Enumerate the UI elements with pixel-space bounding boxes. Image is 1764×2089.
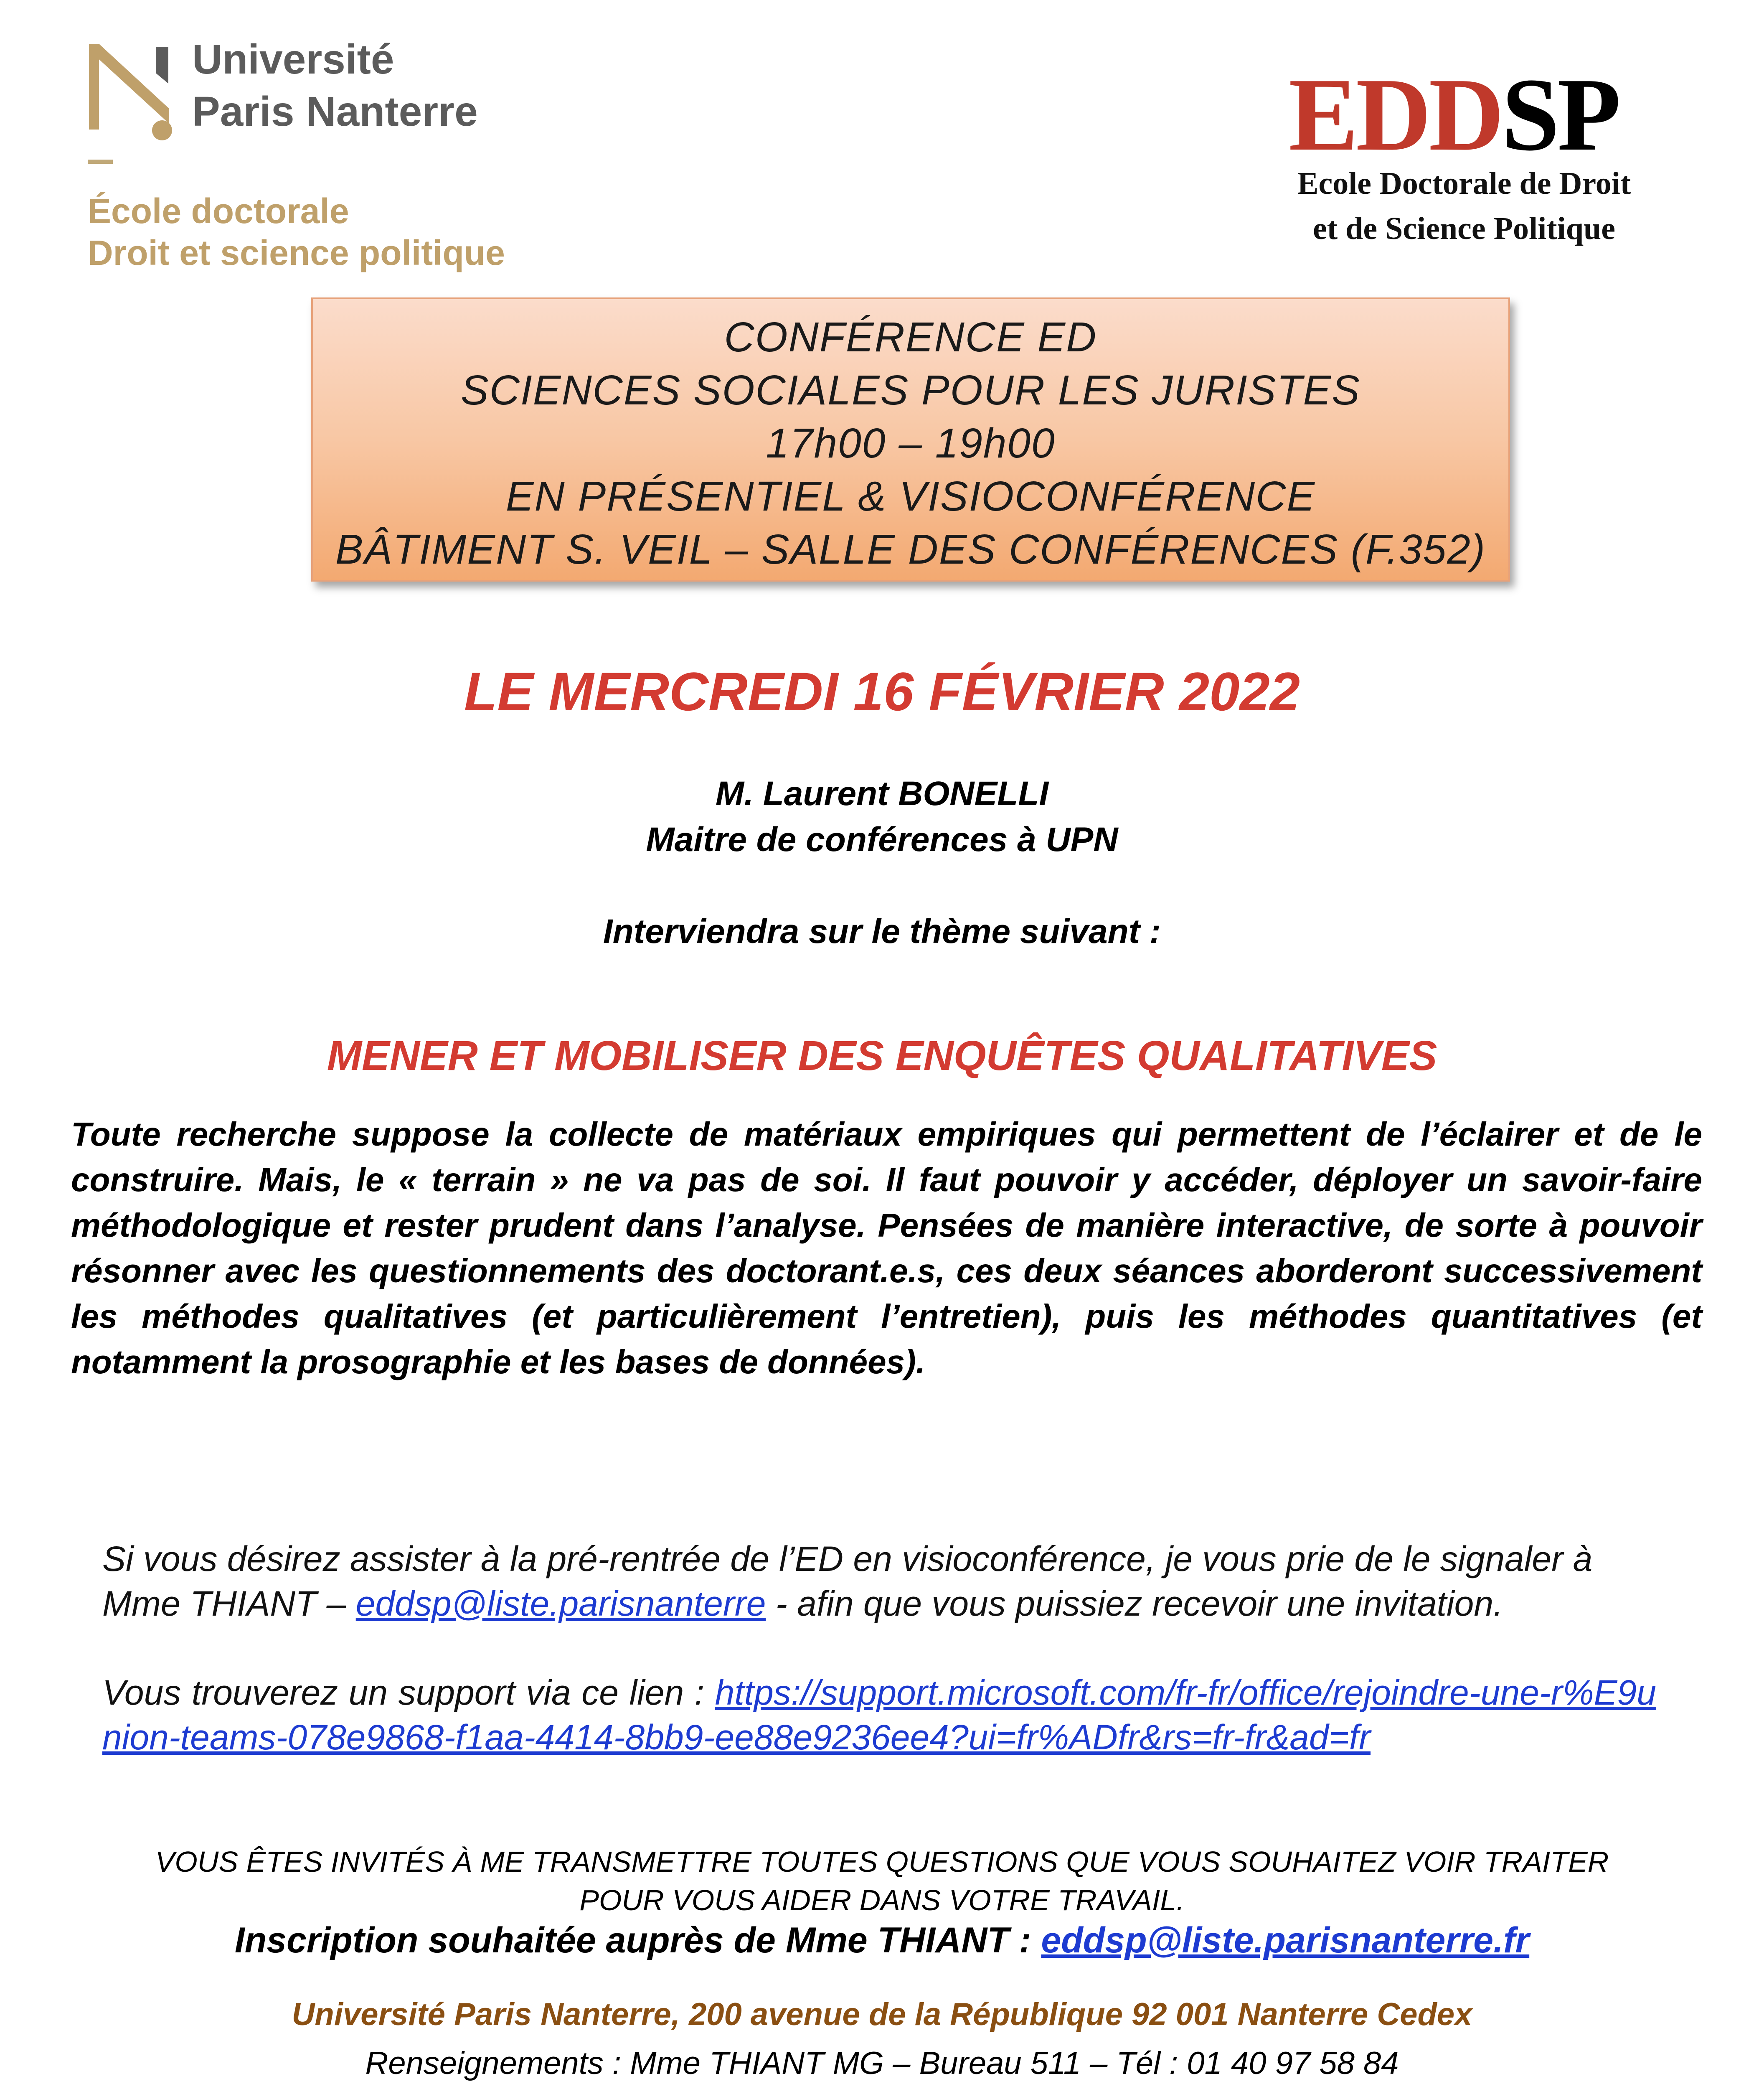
info-line-format: EN PRÉSENTIEL & VISIOCONFÉRENCE — [505, 473, 1316, 520]
upn-school-name — [88, 190, 505, 274]
info-line-series: SCIENCES SOCIALES POUR LES JURISTES — [461, 367, 1360, 414]
eddsp-letter: E — [1289, 57, 1356, 173]
eddsp-subtitle-line2: et de Science Politique — [1313, 211, 1615, 246]
eddsp-letter: S — [1501, 57, 1557, 173]
visio-note-text: Si vous désirez assister à la pré-rentrée de l’ED en visioconférence, je vous prie de le signaler à Mme THIANT – — [102, 1539, 1593, 1623]
visio-note — [102, 1537, 1656, 1626]
info-line-time: 17h00 – 19h00 — [766, 420, 1056, 467]
info-line-title: CONFÉRENCE ED — [724, 314, 1097, 361]
upn-divider — [88, 160, 113, 164]
eddsp-letter: D — [1429, 57, 1502, 173]
eddsp-letter: D — [1355, 57, 1429, 173]
speaker-intro: Interviendra sur le thème suivant : — [603, 912, 1161, 950]
registration-line — [0, 1920, 1764, 1961]
support-note-text: Vous trouverez un support via ce lien : — [102, 1673, 715, 1712]
eddsp-subtitle — [1270, 161, 1658, 251]
visio-note-text-end: - afin que vous puissiez recevoir une invitation. — [766, 1584, 1503, 1623]
upn-name-line2: Paris Nanterre — [192, 88, 478, 135]
theme-title: MENER ET MOBILISER DES ENQUÊTES QUALITATIVES — [327, 1032, 1437, 1079]
questions-invite — [0, 1842, 1764, 1919]
eddsp-subtitle-line1: Ecole Doctorale de Droit — [1297, 166, 1631, 201]
support-link[interactable]: https://support.microsoft.com/fr-fr/office/rejoindre-une-r%E9union-teams-078e9868-f1aa-4414-8bb9-ee88e9236ee4?ui=fr%ADfr&rs=fr-fr&ad=fr — [102, 1673, 1656, 1757]
eddsp-letter: P — [1557, 57, 1619, 173]
speaker-role: Maitre de conférences à UPN — [646, 821, 1118, 859]
contact-info: Renseignements : Mme THIANT MG – Bureau 511 – Tél : 01 40 97 58 84 — [365, 2046, 1399, 2081]
upn-logo-mark-icon — [86, 42, 182, 142]
eddsp-wordmark — [1289, 57, 1619, 173]
questions-invite-line2: POUR VOUS AIDER DANS VOTRE TRAVAIL. — [579, 1884, 1185, 1916]
conference-info-box — [311, 297, 1510, 582]
upn-school-line2: Droit et science politique — [88, 233, 505, 272]
support-note — [102, 1670, 1656, 1760]
questions-invite-line1: VOUS ÊTES INVITÉS À ME TRANSMETTRE TOUTES QUESTIONS QUE VOUS SOUHAITEZ VOIR TRAITER — [155, 1845, 1609, 1878]
speaker-name: M. Laurent BONELLI — [715, 775, 1049, 813]
upn-name — [192, 33, 478, 138]
registration-text: Inscription souhaitée auprès de Mme THIANT : — [234, 1920, 1041, 1960]
event-date: LE MERCREDI 16 FÉVRIER 2022 — [464, 661, 1300, 722]
upn-name-line1: Université — [192, 36, 394, 83]
abstract-paragraph: Toute recherche suppose la collecte de matériaux empiriques qui permettent de l’éclairer et de le construire. Mais, le « terrain » ne va pas de soi. Il faut pouvoir y accéder, déployer un savoir-faire méthodologique et rester prudent dans l’analyse. Pensées de manière interactive, de sorte à pouvoir résonner avec les questionnements des doctorant.e.s, ces deux séances aborderont successivement les méthodes qualitatives (et particulièrement l’entretien), puis les méthodes quantitatives (et notamment la prosographie et les bases de données). — [71, 1116, 1702, 1380]
university-address: Université Paris Nanterre, 200 avenue de la République 92 001 Nanterre Cedex — [292, 1997, 1472, 2032]
info-line-location: BÂTIMENT S. VEIL – SALLE DES CONFÉRENCES (F.352) — [335, 526, 1486, 573]
visio-email-link[interactable]: eddsp@liste.parisnanterre — [355, 1584, 766, 1623]
registration-email-link[interactable]: eddsp@liste.parisnanterre.fr — [1041, 1920, 1530, 1960]
upn-school-line1: École doctorale — [88, 191, 349, 231]
